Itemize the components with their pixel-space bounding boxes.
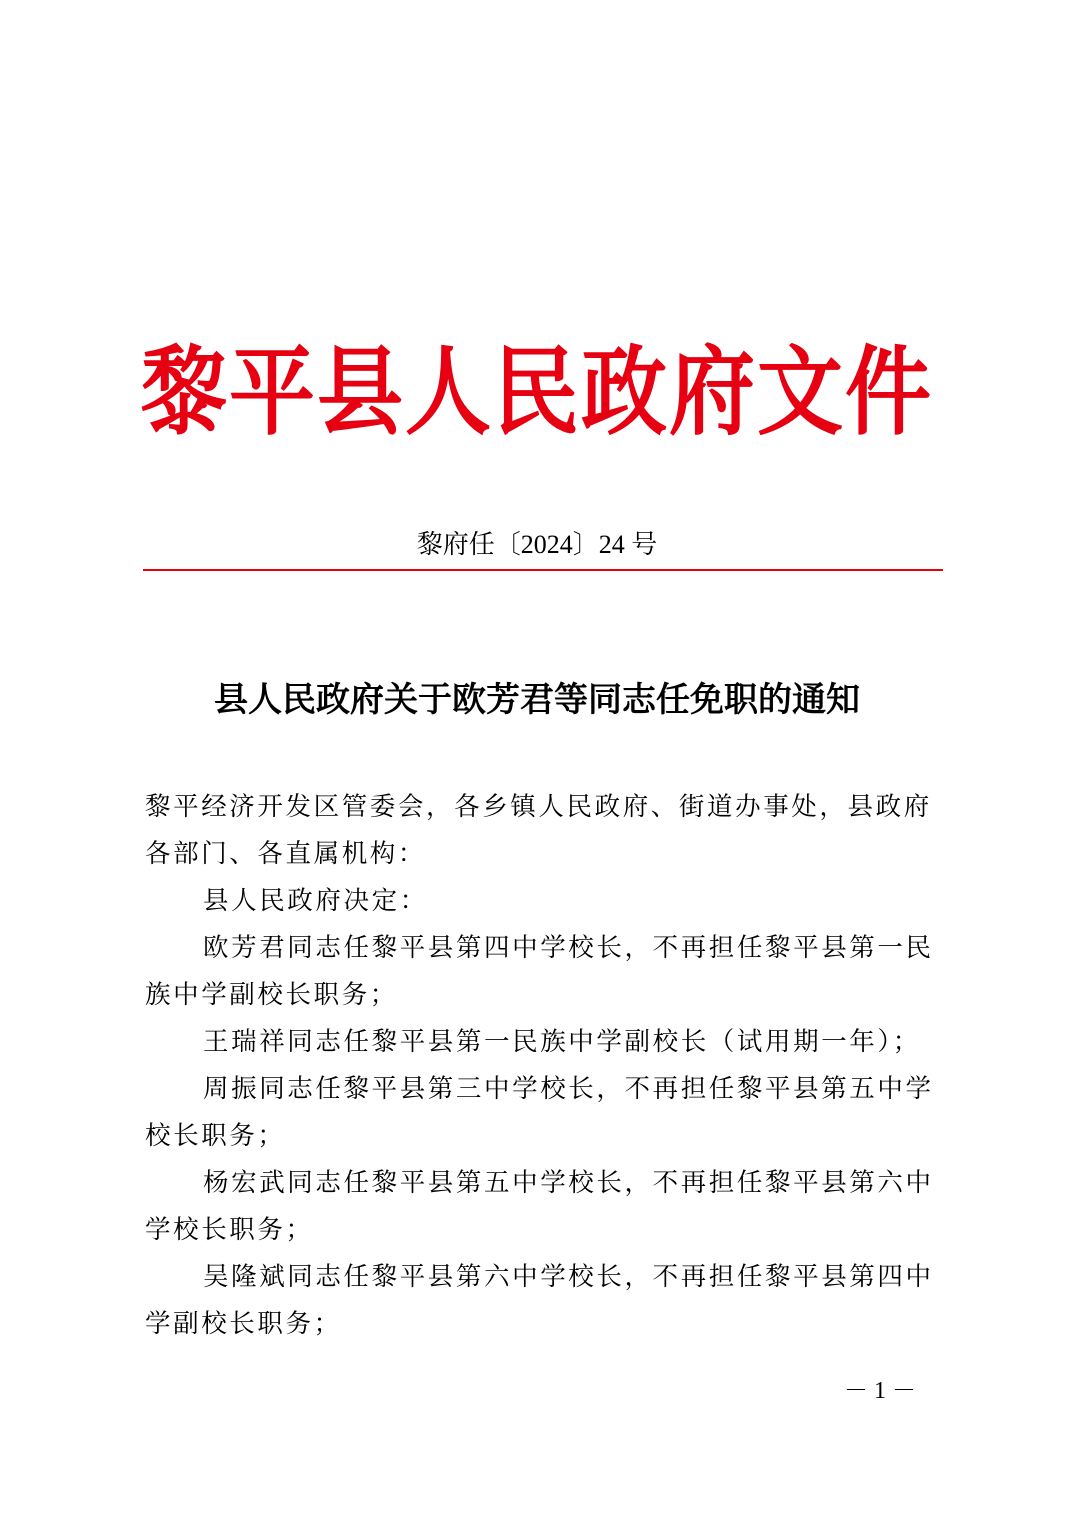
appointment-item: 吴隆斌同志任黎平县第六中学校长，不再担任黎平县第四中学副校长职务； — [145, 1262, 934, 1339]
red-divider-line — [143, 569, 943, 571]
appointment-item: 王瑞祥同志任黎平县第一民族中学副校长（试用期一年）； — [203, 1027, 921, 1057]
document-header-title: 黎平县人民政府文件 — [141, 335, 933, 449]
notice-body — [145, 784, 945, 1348]
salutation: 黎平经济开发区管委会，各乡镇人民政府、街道办事处，县政府各部门、各直属机构： — [145, 792, 932, 869]
page-number: － 1 － — [844, 1378, 916, 1404]
notice-title: 县人民政府关于欧芳君等同志任免职的通知 — [214, 680, 860, 720]
appointment-item: 周振同志任黎平县第三中学校长，不再担任黎平县第五中学校长职务； — [145, 1074, 934, 1151]
document-number: 黎府任〔2024〕24 号 — [416, 530, 658, 559]
appointment-item: 欧芳君同志任黎平县第四中学校长，不再担任黎平县第一民族中学副校长职务； — [145, 933, 934, 1010]
decision-intro: 县人民政府决定： — [203, 886, 428, 916]
appointment-item: 杨宏武同志任黎平县第五中学校长，不再担任黎平县第六中学校长职务； — [145, 1168, 934, 1245]
